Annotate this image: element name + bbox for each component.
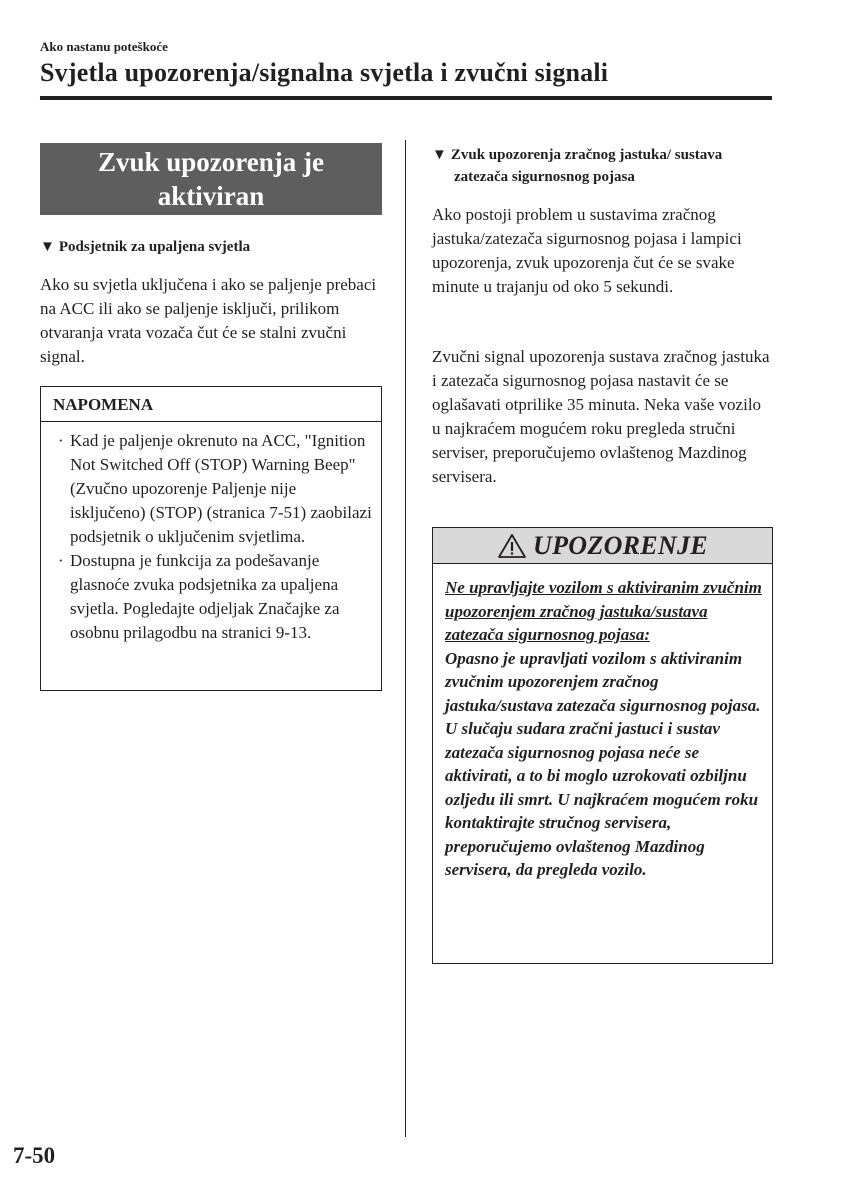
note-box <box>40 386 382 691</box>
triangle-bullet-icon: ▼ <box>40 239 55 255</box>
note-item <box>55 429 373 549</box>
left-paragraph: Ako su svjetla uključena i ako se paljenje prebaci na ACC ili ako se paljenje isključi, prilikom otvaranja vrata vozača čut će se stalni zvučni signal. <box>40 275 377 366</box>
note-item-text: Dostupna je funkcija za podešavanje glasnoće zvuka podsjetnika za upaljena svjetla. Pogledajte odjeljak Značajke za osobnu prilagodbu na stranici 9-13. <box>70 551 340 642</box>
right-paragraph-1: Ako postoji problem u sustavima zračnog jastuka/zatezača sigurnosnog pojasa i lampici upozorenja, zvuk upozorenja čut će se svake minute u trajanju od oko 5 sekundi. <box>432 205 742 296</box>
page-number: 7-50 <box>13 1143 56 1168</box>
page-title: Svjetla upozorenja/signalna svjetla i zvučni signali <box>40 58 609 87</box>
note-item <box>55 549 373 645</box>
warning-body <box>433 564 772 882</box>
breadcrumb: Ako nastanu poteškoće <box>40 39 168 54</box>
left-subheading <box>40 236 382 258</box>
triangle-bullet-icon: ▼ <box>432 147 447 163</box>
section-banner-title: Zvuk upozorenja je aktiviran <box>97 147 325 211</box>
note-list <box>41 422 381 645</box>
bullet-dot-icon: · <box>58 431 64 450</box>
warning-header <box>433 528 772 564</box>
warning-title: UPOZORENJE <box>533 530 708 560</box>
right-subheading <box>432 144 773 188</box>
note-header: NAPOMENA <box>41 387 381 422</box>
note-item-text: Kad je paljenje okrenuto na ACC, "Ignition Not Switched Off (STOP) Warning Beep" (Zvučno upozorenje Paljenje nije isključeno) (STOP) (stranica 7-51) zaobilazi podsjetnik o uključenim svjetlima. <box>70 431 372 546</box>
right-subheading-text: Zvuk upozorenja zračnog jastuka/ sustava zatezača sigurnosnog pojasa <box>450 147 723 185</box>
section-banner <box>40 143 382 215</box>
warning-lead: Ne upravljajte vozilom s aktiviranim zvučnim upozorenjem zračnog jastuka/sustava zatezača sigurnosnog pojasa: <box>445 578 762 644</box>
right-paragraph-2: Zvučni signal upozorenja sustava zračnog jastuka i zatezača sigurnosnog pojasa nastavit će se oglašavati otprilike 35 minuta. Neka vaše vozilo u najkraćem mogućem roku pregleda stručni serviser, preporučujemo ovlaštenog Mazdinog servisera. <box>432 347 770 486</box>
column-divider <box>405 140 406 1137</box>
left-subheading-text: Podsjetnik za upaljena svjetla <box>58 239 251 255</box>
warning-text: Opasno je upravljati vozilom s aktiviranim zvučnim upozorenjem zračnog jastuka/sustava zatezača sigurnosnog pojasa. U slučaju sudara zračni jastuci i sustav zatezača sigurnosnog pojasa neće se aktivirati, a to bi moglo uzrokovati ozbiljnu ozljedu ili smrt. U najkraćem mogućem roku kontaktirajte stručnog servisera, preporučujemo ovlaštenog Mazdinog servisera, da pregleda vozilo. <box>445 648 761 879</box>
bullet-dot-icon: · <box>58 551 64 570</box>
title-rule <box>40 96 772 100</box>
warning-triangle-icon <box>497 533 527 559</box>
warning-box <box>432 527 773 964</box>
